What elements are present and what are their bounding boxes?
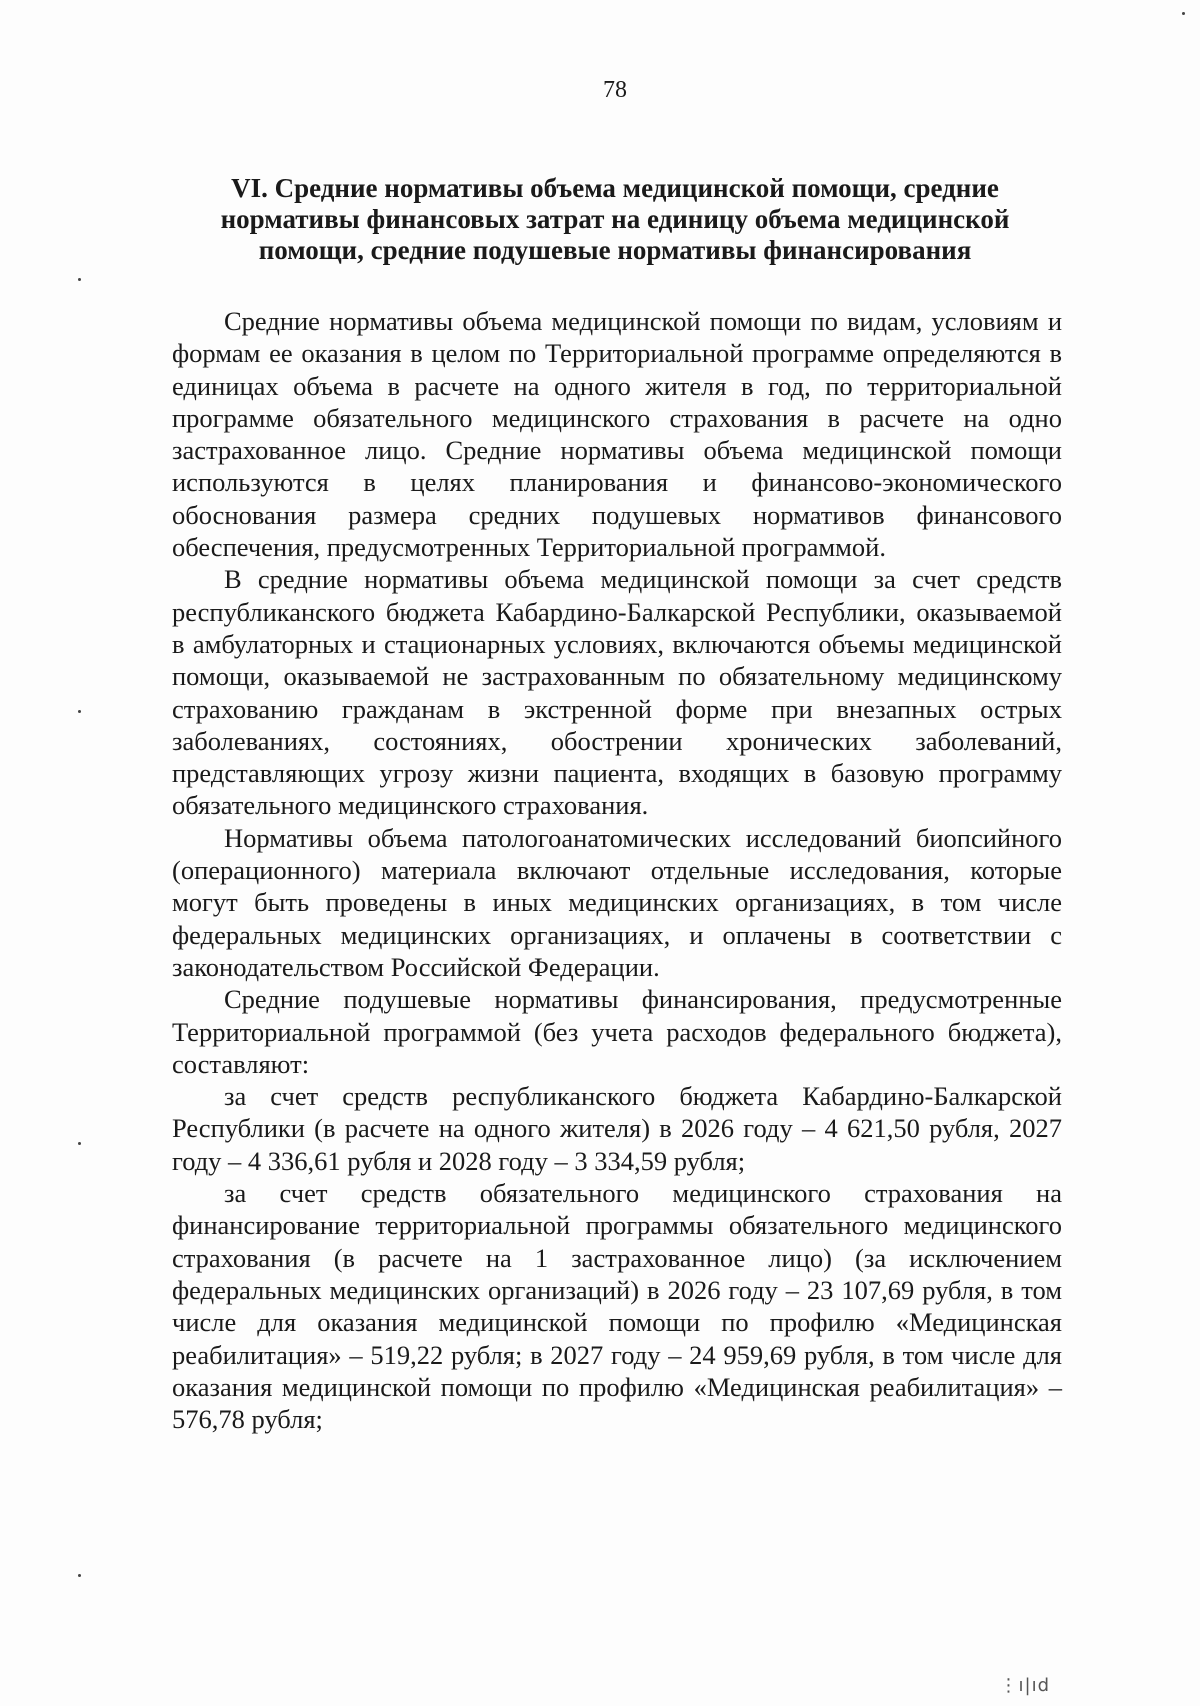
section-title-line-1: VI. Средние нормативы объема медицинской помощи, средние bbox=[231, 173, 999, 203]
section-title bbox=[190, 173, 1040, 266]
scan-corner-mark: ⋮ı|ıd bbox=[999, 1675, 1050, 1696]
paragraph-per-capita-norms: Средние подушевые нормативы финансирования, предусмотренные Территориальной программой (без учета расходов федерального бюджета), составляют: bbox=[172, 984, 1062, 1079]
scan-speck bbox=[78, 710, 81, 713]
scan-speck bbox=[78, 1142, 81, 1145]
paragraph-oms-amounts: за счет средств обязательного медицинского страхования на финансирование территориальной программы обязательного медицинского страхования (в расчете на 1 застрахованное лицо) (за исключением федеральных медицинских организаций) в 2026 году – 23 107,69 рубля, в том числе для оказания медицинской помощи по профилю «Медицинская реабилитация» – 519,22 рубля; в 2027 году – 24 959,69 рубля, в том числе для оказания медицинской помощи по профилю «Медицинская реабилитация» – 576,78 рубля; bbox=[172, 1178, 1062, 1435]
scan-speck bbox=[1182, 12, 1185, 15]
paragraph-volume-norms: Средние нормативы объема медицинской помощи по видам, условиям и формам ее оказания в целом по Территориальной программе определяются в единицах объема в расчете на одного жителя в год, по территориальной программе обязательного медицинского страхования в расчете на одно застрахованное лицо. Средние нормативы объема медицинской помощи используются в целях планирования и финансово-экономического обоснования размера средних подушевых нормативов финансового обеспечения, предусмотренных Территориальной программой. bbox=[172, 306, 1062, 563]
scan-speck bbox=[78, 278, 81, 281]
page-number: 78 bbox=[603, 77, 627, 103]
section-title-line-3: помощи, средние подушевые нормативы финансирования bbox=[258, 235, 972, 265]
paragraph-pathology-research: Нормативы объема патологоанатомических исследований биопсийного (операционного) материала включают отдельные исследования, которые могут быть проведены в иных медицинских организациях, в том числе федеральных медицинских организациях, и оплачены в соответствии с законодательством Российской Федерации. bbox=[172, 822, 1062, 982]
paragraph-republican-budget: В средние нормативы объема медицинской помощи за счет средств республиканского бюджета Кабардино-Балкарской Республики, оказываемой в амбулаторных и стационарных условиях, включаются объемы медицинской помощи, оказываемой не застрахованным по обязательному медицинскому страхованию гражданам в экстренной форме при внезапных острых заболеваниях, состояниях, обострении хронических заболеваний, представляющих угрозу жизни пациента, входящих в базовую программу обязательного медицинского страхования. bbox=[172, 564, 1062, 821]
body-text bbox=[172, 305, 1062, 1435]
scan-speck bbox=[78, 1574, 81, 1577]
section-title-line-2: нормативы финансовых затрат на единицу объема медицинской bbox=[220, 204, 1010, 234]
paragraph-republican-budget-amounts: за счет средств республиканского бюджета Кабардино-Балкарской Республики (в расчете на одного жителя) в 2026 году – 4 621,50 рубля, 2027 году – 4 336,61 рубля и 2028 году – 3 334,59 рубля; bbox=[172, 1081, 1062, 1176]
